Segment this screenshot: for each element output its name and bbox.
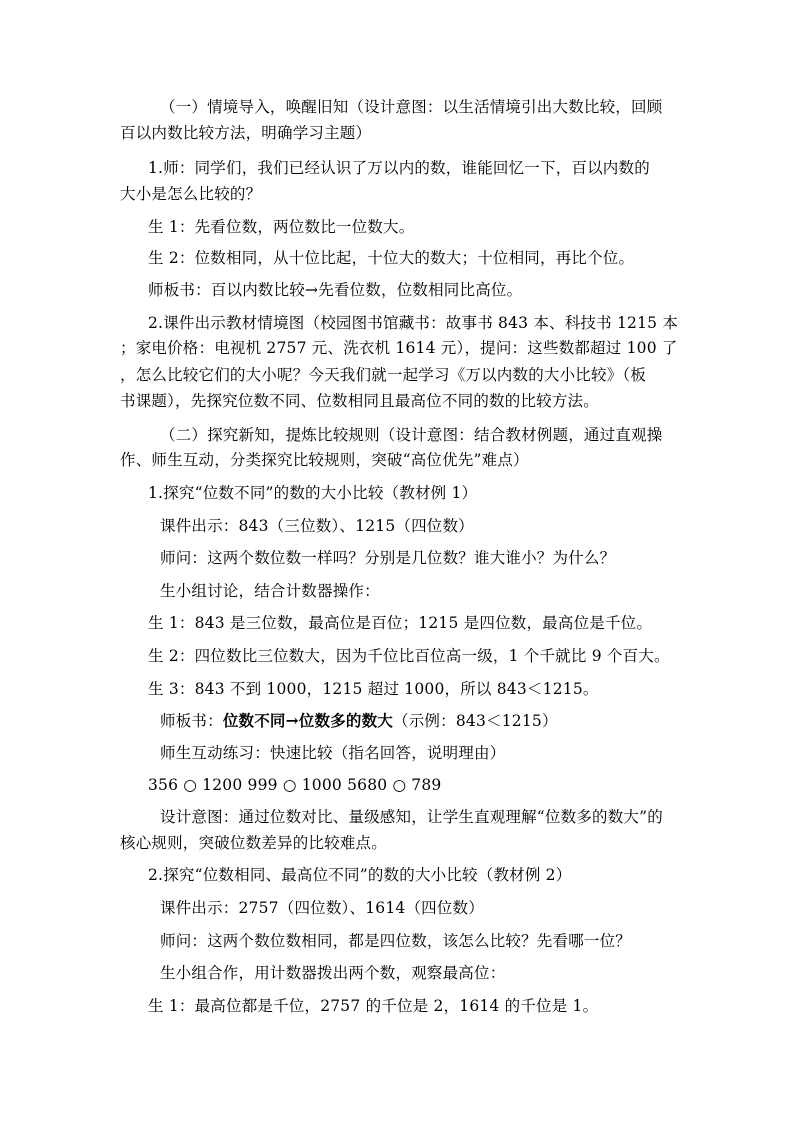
board-example: （示例：843＜1215） [393, 712, 558, 730]
example2-teacher-question: 师问：这两个数位数相同，都是四位数，该怎么比较？先看哪一位？ [160, 932, 632, 950]
design-intent-line2: 核心规则，突破位数差异的比较难点。 [120, 834, 387, 852]
paragraph1-line2: 大小是怎么比较的？ [120, 185, 262, 203]
design-intent-line1: 设计意图：通过位数对比、量级感知，让学生直观理解“位数多的数大”的 [160, 808, 663, 826]
example1-title: 1.探究“位数不同”的数的大小比较（教材例 1） [148, 484, 478, 502]
paragraph2-line1: 2.课件出示教材情境图（校园图书馆藏书：故事书 843 本、科技书 1215 本 [148, 314, 679, 332]
teacher-board-note: 师板书：百以内数比较→先看位数，位数相同比高位。 [148, 281, 523, 299]
student1-answer: 生 1：先看位数，两位数比一位数大。 [148, 218, 415, 236]
example1-teacher-question: 师问：这两个数位数一样吗？分别是几位数？谁大谁小？为什么？ [160, 549, 616, 567]
example2-student1: 生 1：最高位都是千位，2757 的千位是 2，1614 的千位是 1。 [148, 997, 599, 1015]
example1-student2: 生 2：四位数比三位数大，因为千位比百位高一级，1 个千就比 9 个百大。 [148, 647, 670, 665]
example1-display: 课件出示：843（三位数）、1215（四位数） [160, 517, 474, 535]
paragraph2-line3: ，怎么比较它们的大小呢？今天我们就一起学习《万以内数的大小比较》（板 [120, 366, 647, 384]
example2-title: 2.探究“位数相同、最高位不同”的数的大小比较（教材例 2） [148, 866, 572, 884]
board-rule: 位数不同→位数多的数大 [222, 711, 394, 730]
example1-student3: 生 3：843 不到 1000，1215 超过 1000，所以 843＜1215。 [148, 680, 599, 698]
example1-practice-items: 356 ○ 1200 999 ○ 1000 5680 ○ 789 [148, 776, 442, 794]
example2-group-work: 生小组合作，用计数器拨出两个数，观察最高位： [160, 964, 506, 982]
section1-heading-line2: 百以内数比较方法，明确学习主题） [120, 124, 372, 142]
example1-student1: 生 1：843 是三位数，最高位是百位；1215 是四位数，最高位是千位。 [148, 614, 653, 632]
section1-heading-line1: （一）情境导入，唤醒旧知（设计意图：以生活情境引出大数比较，回顾 [160, 98, 663, 116]
paragraph2-line2: ；家电价格：电视机 2757 元、洗衣机 1614 元），提问：这些数都超过 100 了 [120, 339, 678, 357]
paragraph1-line1: 1.师：同学们，我们已经认识了万以内的数，谁能回忆一下，百以内数的 [148, 159, 650, 177]
board-prefix: 师板书： [160, 712, 223, 730]
example1-group-discussion: 生小组讨论，结合计数器操作： [160, 582, 380, 600]
paragraph2-line4: 书课题），先探究位数不同、位数相同且最高位不同的数的比较方法。 [120, 392, 599, 410]
section2-heading-line1: （二）探究新知，提炼比较规则（设计意图：结合教材例题，通过直观操 [160, 426, 663, 444]
example1-practice: 师生互动练习：快速比较（指名回答，说明理由） [160, 744, 506, 762]
example1-board-note [160, 710, 558, 732]
section2-heading-line2: 作、师生互动，分类探究比较规则，突破“高位优先”难点） [120, 451, 529, 469]
example2-display: 课件出示：2757（四位数）、1614（四位数） [160, 899, 484, 917]
student2-answer: 生 2：位数相同，从十位比起，十位大的数大；十位相同，再比个位。 [148, 249, 635, 267]
